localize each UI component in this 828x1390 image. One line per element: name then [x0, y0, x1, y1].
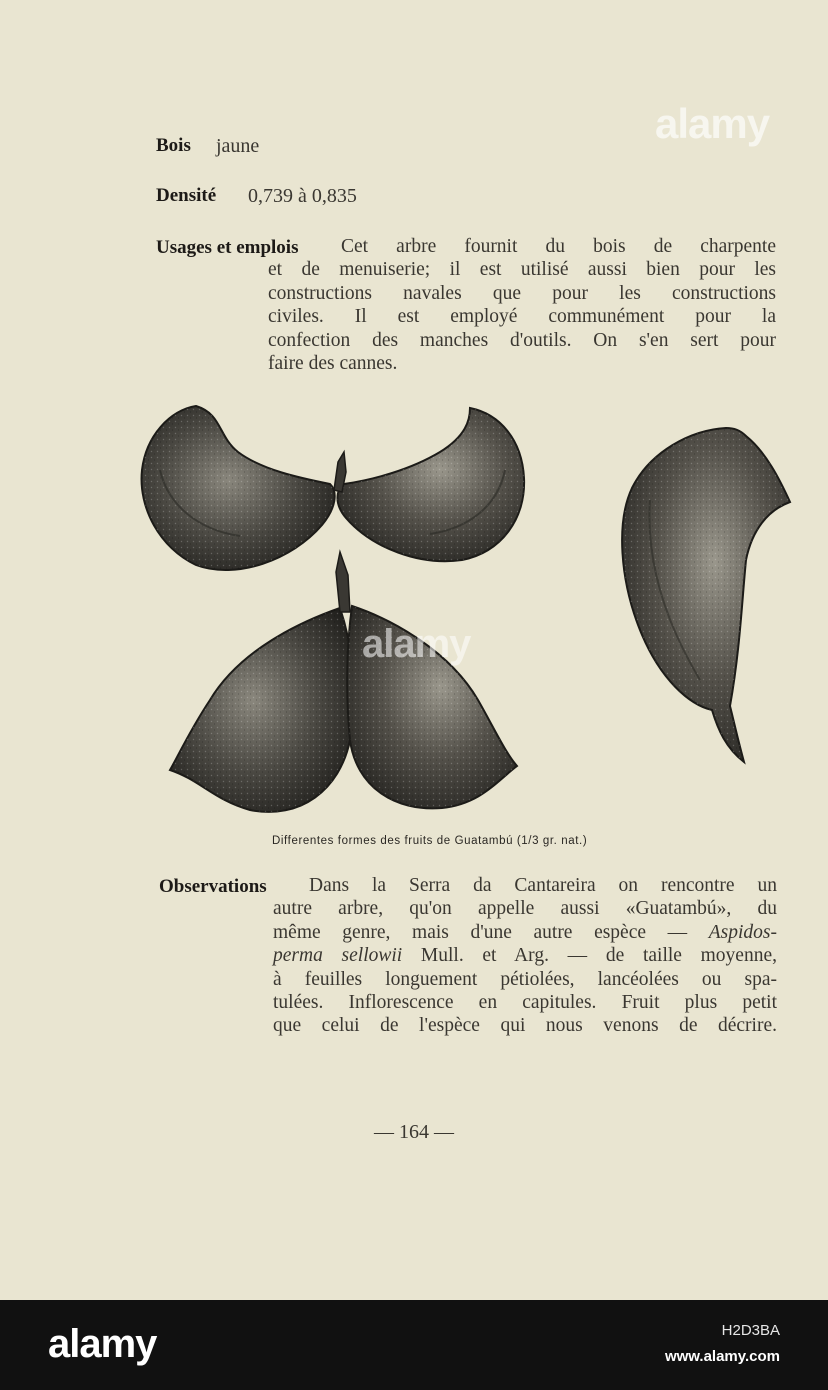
- densite-value: 0,739 à 0,835: [248, 185, 357, 207]
- alamy-logo: alamy: [48, 1322, 157, 1366]
- usages-label: Usages et emplois: [156, 237, 299, 258]
- usages-line-6: faire des cannes.: [268, 353, 398, 375]
- observations-line-7: que celui de l'espèce qui nous venons de décrire.: [273, 1015, 777, 1037]
- usages-line-3: constructions navales que pour les constructions: [268, 282, 776, 304]
- observations-line-2: autre arbre, qu'on appelle aussi «Guatambú», du: [273, 898, 777, 920]
- species-name-part-2: perma sellowii: [273, 945, 403, 967]
- usages-line-5: confection des manches d'outils. On s'en sert pour: [268, 329, 776, 351]
- observations-paragraph: [273, 897, 777, 1037]
- observations-line-1: Dans la Serra da Cantareira on rencontre un: [309, 875, 777, 896]
- usages-line-4: civiles. Il est employé communément pour la: [268, 306, 776, 328]
- stock-footer-bar: [0, 1300, 828, 1390]
- figure-caption: Differentes formes des fruits de Guatambú (1/3 gr. nat.): [272, 835, 588, 847]
- observations-label: Observations: [159, 876, 267, 897]
- fruit-top-right-pod: [338, 408, 525, 561]
- observations-line-6: tulées. Inflorescence en capitules. Fruit plus petit: [273, 992, 777, 1014]
- bois-label: Bois: [156, 135, 191, 156]
- observations-line-5: à feuilles longuement pétiolées, lancéolées ou spa-: [273, 968, 777, 990]
- watermark-center: alamy: [362, 622, 471, 666]
- fruit-top-left-pod: [142, 406, 335, 570]
- fruit-bottom-left-pod: [170, 608, 354, 812]
- densite-label: Densité: [156, 185, 217, 206]
- species-name-part-1: Aspidos-: [708, 921, 777, 943]
- observations-line-3: [273, 921, 777, 944]
- usages-line-1: Cet arbre fournit du bois de charpente: [341, 236, 776, 257]
- page-number: — 164 —: [374, 1121, 454, 1143]
- bois-value: jaune: [216, 135, 260, 157]
- observations-line-3-text: même genre, mais d'une autre espèce —: [273, 921, 709, 943]
- watermark-top-right: alamy: [655, 100, 770, 147]
- fruit-side-pod: [622, 428, 790, 762]
- image-id: H2D3BA: [721, 1322, 780, 1339]
- usages-line-2: et de menuiserie; il est utilisé aussi bien pour les: [268, 259, 776, 281]
- observations-line-4: [273, 944, 777, 967]
- site-url[interactable]: www.alamy.com: [664, 1348, 780, 1365]
- observations-line-4-text: Mull. et Arg. — de taille moyenne,: [402, 945, 777, 967]
- fruit-bottom-stem: [336, 552, 350, 612]
